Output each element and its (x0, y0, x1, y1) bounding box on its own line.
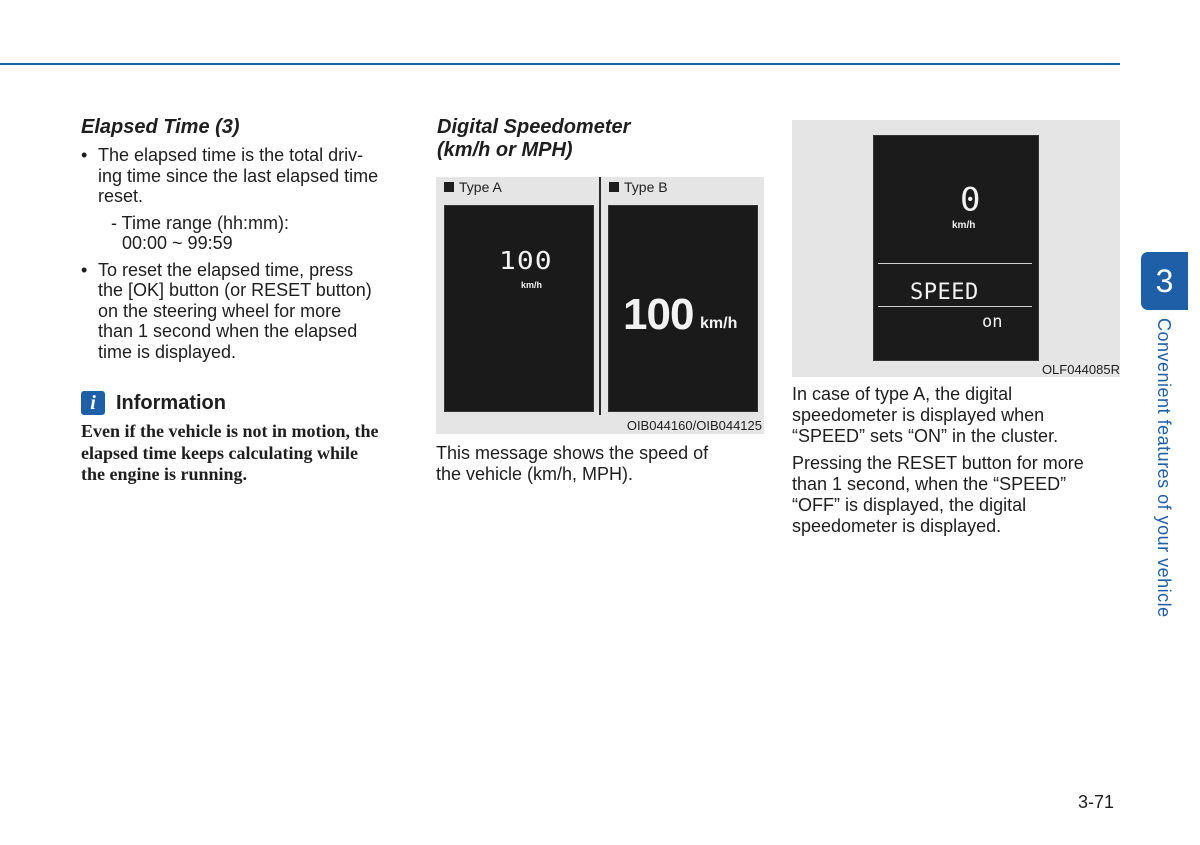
chapter-tab: 3 (1141, 252, 1188, 310)
type-a-text: Type A (459, 179, 502, 195)
cluster-screen-type-b (608, 205, 758, 412)
type-b-label (609, 179, 668, 195)
bullet-elapsed-time-definition (81, 145, 408, 207)
text-line: than 1 second, when the “SPEED” (792, 474, 1067, 494)
screen-divider (878, 306, 1032, 307)
text-line: Pressing the RESET button for more (792, 453, 1084, 473)
figure-divider (599, 177, 601, 415)
cluster-screen-type-a (444, 205, 594, 412)
paragraph-reset (792, 453, 1120, 537)
info-line: the engine is running. (81, 464, 248, 484)
setting-speed-value: 0 (960, 181, 981, 219)
bullet-line: To reset the elapsed time, press (98, 259, 354, 280)
speed-option-state: on (982, 312, 1003, 332)
column-speed-setting-text (792, 384, 1120, 543)
elapsed-time-heading: Elapsed Time (3) (81, 116, 240, 138)
setting-speed-unit: km/h (952, 220, 976, 231)
section-title-vertical: Convenient features of your vehicle (1154, 318, 1174, 618)
speed-unit-b: km/h (700, 315, 738, 332)
heading-line: (km/h or MPH) (437, 139, 573, 161)
page-number: 3-71 (1078, 792, 1115, 812)
speed-unit-a: km/h (521, 280, 543, 290)
figure-caption-c: OLF044085R (1041, 362, 1120, 377)
text-line: the vehicle (km/h, MPH). (436, 464, 634, 484)
column-elapsed-time (81, 116, 408, 486)
text-line: In case of type A, the digital (792, 384, 1013, 404)
figure-speed-setting (792, 120, 1120, 377)
text-line: speedometer is displayed when (792, 405, 1045, 425)
bullet-dot: • (81, 145, 88, 165)
speed-value-b: 100 (623, 290, 694, 339)
information-title: Information (116, 391, 226, 414)
text-line: “OFF” is displayed, the digital (792, 495, 1027, 515)
bullet-line: the [OK] button (or RESET button) (98, 280, 372, 300)
time-range (81, 213, 408, 254)
square-bullet-icon (609, 182, 619, 192)
bullet-line: The elapsed time is the total driv- (98, 145, 364, 165)
info-line: Even if the vehicle is not in motion, the (81, 421, 379, 441)
text-line: “SPEED” sets “ON” in the cluster. (792, 426, 1059, 446)
bullet-dot: • (81, 259, 88, 280)
time-range-label: - Time range (hh:mm): (111, 212, 290, 233)
info-line: elapsed time keeps calculating while (81, 442, 358, 463)
bullet-line: reset. (98, 186, 144, 206)
speed-value-a: 100 (499, 245, 553, 276)
text-line: speedometer is displayed. (792, 516, 1002, 536)
figure-caption-ab: OIB044160/OIB044125 (626, 418, 762, 433)
type-a-label (444, 179, 502, 195)
text-line: This message shows the speed of (436, 443, 709, 463)
bullet-line: than 1 second when the elapsed (98, 321, 358, 341)
information-header (81, 391, 408, 415)
square-bullet-icon (444, 182, 454, 192)
paragraph-type-a (792, 384, 1120, 447)
speed-message-text (436, 443, 764, 485)
bullet-reset-instructions (81, 260, 408, 363)
bullet-line: time is displayed. (98, 341, 237, 362)
bullet-line: ing time since the last elapsed time (98, 165, 379, 186)
figure-speedometer-types (436, 177, 764, 434)
speed-option-label: SPEED (910, 280, 979, 305)
column-digital-speedometer (437, 116, 765, 162)
digital-speedometer-heading (437, 116, 765, 162)
information-text (81, 421, 408, 486)
heading-line: Digital Speedometer (437, 116, 631, 138)
info-icon: i (81, 391, 105, 415)
type-b-text: Type B (624, 179, 668, 195)
time-range-value: 00:00 ~ 99:59 (122, 233, 233, 253)
screen-divider (878, 263, 1032, 264)
bullet-line: on the steering wheel for more (98, 300, 342, 321)
header-rule (0, 63, 1120, 65)
cluster-screen-setting (873, 135, 1039, 361)
